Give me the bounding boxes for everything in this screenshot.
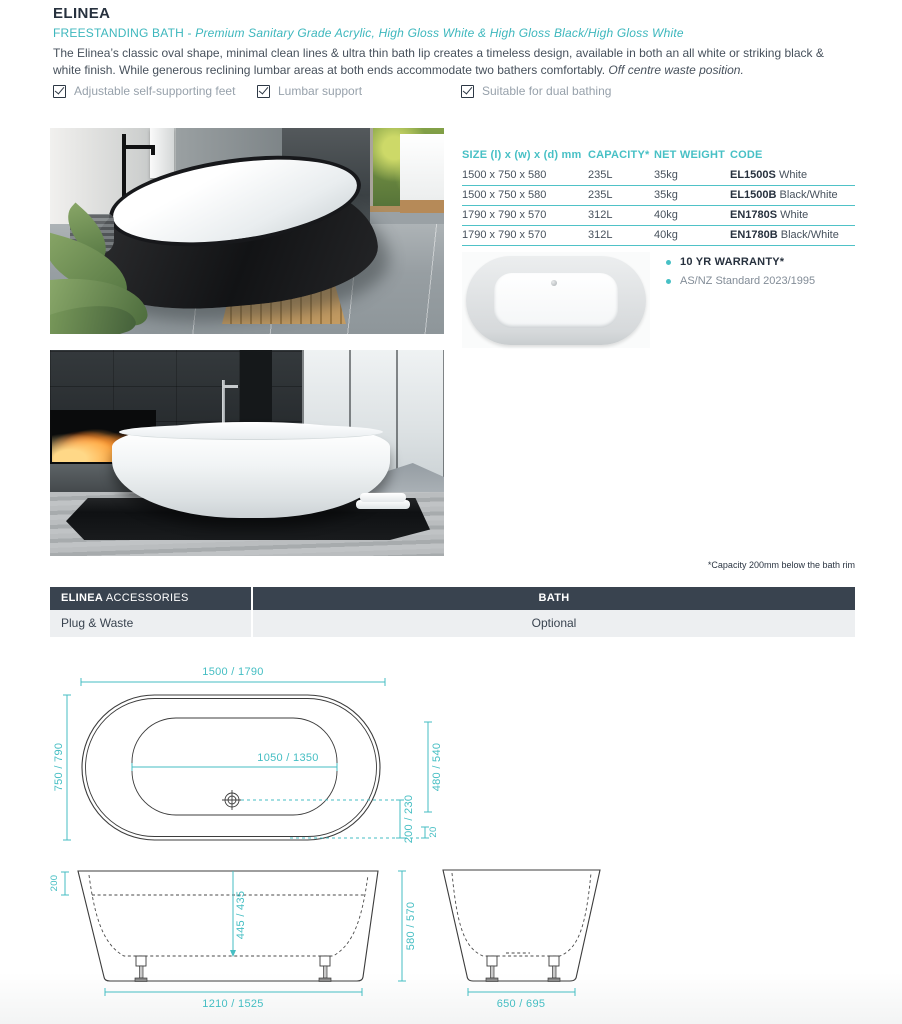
dim-base-width: 650 / 695	[496, 998, 546, 1010]
feature-lumbar-support	[257, 84, 461, 98]
subtitle-prefix: FREESTANDING BATH -	[53, 26, 196, 40]
capacity-cell: 312L	[588, 206, 654, 226]
accessories-header-row	[50, 587, 855, 610]
code-cell: EN1780B Black/White	[730, 226, 855, 246]
dim-inner-length: 1050 / 1350	[257, 752, 319, 764]
product-subtitle	[53, 26, 684, 40]
vanity-wood-drawer	[400, 200, 444, 213]
capacity-cell: 235L	[588, 166, 654, 186]
weight-cell: 35kg	[654, 186, 730, 206]
spec-table	[462, 149, 855, 246]
bath-foot	[135, 956, 147, 982]
warranty-text: 10 YR WARRANTY*	[680, 256, 785, 268]
tap-outlet	[151, 145, 155, 155]
bath-foot	[548, 956, 560, 982]
dim-rim: 20	[428, 826, 439, 838]
accessories-header-bath: BATH	[253, 587, 855, 610]
waste-drain	[551, 280, 557, 286]
col-capacity: CAPACITY*	[588, 149, 650, 161]
highlight-list	[666, 256, 856, 294]
feature-label: Lumbar support	[278, 84, 363, 98]
list-item	[666, 256, 856, 268]
description-note: Off centre waste position.	[608, 63, 744, 78]
dim-inner-width: 480 / 540	[431, 742, 443, 792]
checkmark-icon	[53, 85, 66, 98]
checkmark-icon	[461, 85, 474, 98]
waste-drain-symbol	[222, 790, 242, 810]
table-row	[462, 186, 855, 206]
folded-towel	[360, 493, 406, 502]
weight-cell: 35kg	[654, 166, 730, 186]
capacity-cell: 312L	[588, 226, 654, 246]
spec-header-row	[462, 149, 855, 166]
size-cell: 1500 x 750 x 580	[462, 186, 588, 206]
bath-foot	[319, 956, 331, 982]
table-row	[462, 226, 855, 246]
accessory-name: Plug & Waste	[50, 610, 251, 637]
code-cell: EN1780S White	[730, 206, 855, 226]
size-cell: 1790 x 790 x 570	[462, 226, 588, 246]
dim-base-length: 1210 / 1525	[202, 998, 264, 1010]
dim-inner-depth: 445 / 435	[235, 890, 247, 940]
code-cell: EL1500S White	[730, 166, 855, 186]
accessories-header-left: ELINEA ACCESSORIES	[50, 587, 251, 610]
size-cell: 1790 x 790 x 570	[462, 206, 588, 226]
table-row	[462, 206, 855, 226]
dim-waste-offset: 200 / 230	[403, 794, 415, 844]
checkmark-icon	[257, 85, 270, 98]
page-title: ELINEA	[53, 5, 111, 22]
capacity-cell: 235L	[588, 186, 654, 206]
lifestyle-photo-black-bath	[50, 128, 444, 334]
technical-drawings	[40, 645, 902, 1024]
standard-text: AS/NZ Standard 2023/1995	[680, 275, 816, 287]
feature-adjustable-feet	[53, 84, 257, 98]
code-cell: EL1500B Black/White	[730, 186, 855, 206]
col-weight: NET WEIGHT	[654, 149, 726, 161]
product-description	[53, 45, 853, 79]
weight-cell: 40kg	[654, 226, 730, 246]
list-item	[666, 275, 856, 287]
front-elevation	[49, 871, 417, 1010]
dim-overall-width: 750 / 790	[53, 742, 65, 792]
side-elevation	[443, 870, 600, 1010]
dim-overall-length: 1500 / 1790	[202, 666, 264, 678]
bath-foot	[486, 956, 498, 982]
size-cell: 1500 x 750 x 580	[462, 166, 588, 186]
bullet-dot-icon	[666, 279, 671, 284]
accessories-data-row	[50, 610, 855, 637]
subtitle-material: Premium Sanitary Grade Acrylic, High Gloss White & High Gloss Black/High Gloss White	[195, 26, 684, 40]
table-row	[462, 166, 855, 186]
tap-spout	[222, 385, 238, 388]
bath-top-view-photo	[462, 252, 650, 348]
capacity-footnote: *Capacity 200mm below the bath rim	[707, 560, 855, 570]
col-size: SIZE (l) x (w) x (d) mm	[462, 149, 582, 161]
dim-rim-depth: 200	[49, 874, 60, 892]
plan-view	[53, 666, 443, 843]
vanity-cabinet	[400, 134, 444, 200]
description-text: The Elinea’s classic oval shape, minimal clean lines & ultra thin bath lip creates a timeless design, available in both an all white or striking black & white finish. While generous reclining lumbar areas at both ends accommodate two bathers comfortably.	[53, 46, 824, 78]
accessories-table	[50, 587, 855, 637]
feature-list	[53, 84, 853, 98]
col-code: CODE	[730, 149, 763, 161]
bullet-dot-icon	[666, 260, 671, 265]
lifestyle-photo-white-bath	[50, 350, 444, 556]
weight-cell: 40kg	[654, 206, 730, 226]
feature-dual-bathing	[461, 84, 611, 98]
accessory-value: Optional	[253, 610, 855, 637]
feature-label: Adjustable self-supporting feet	[74, 84, 236, 98]
dim-overall-height: 580 / 570	[405, 901, 417, 951]
feature-label: Suitable for dual bathing	[482, 84, 612, 98]
